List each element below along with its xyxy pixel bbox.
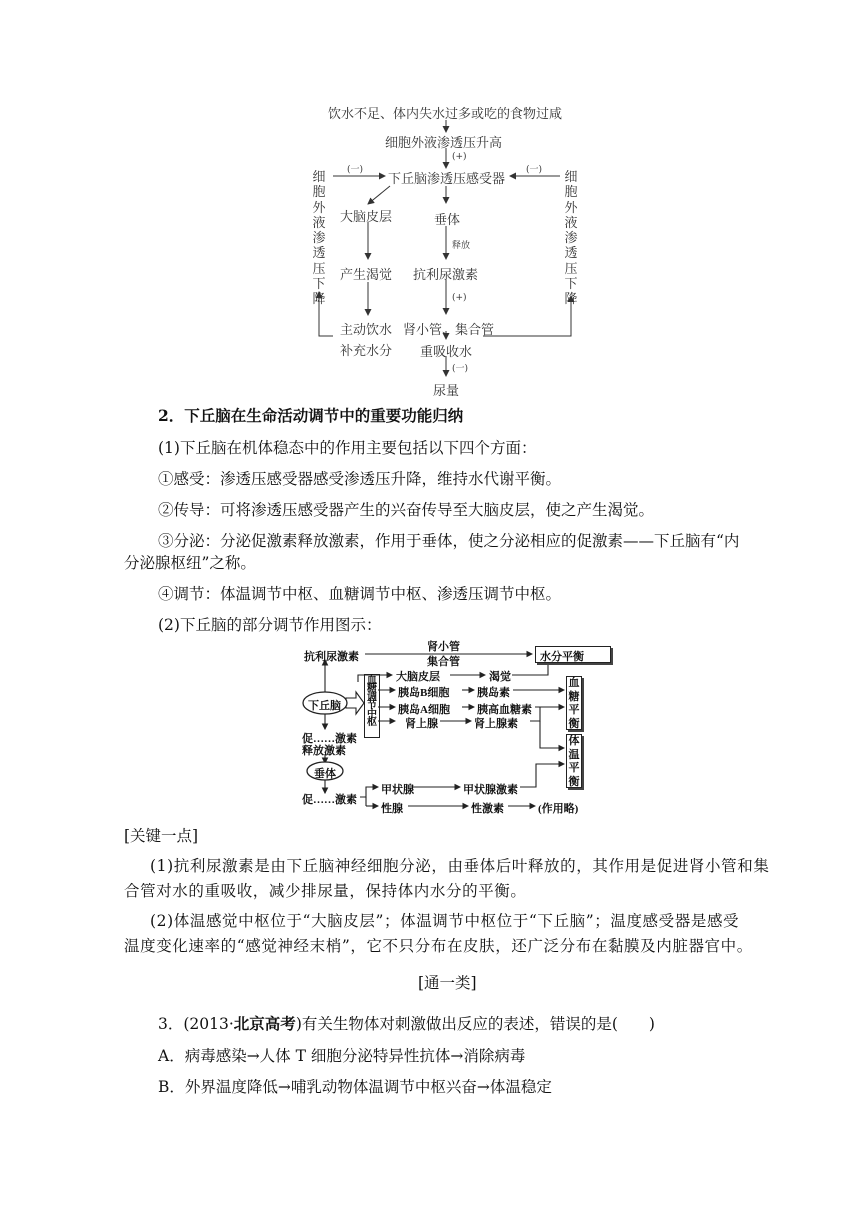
- d2-glucose-balance-box: [566, 676, 582, 730]
- d1-top: 饮水不足、体内失水过多或吃的食物过咸: [328, 107, 563, 122]
- paragraph-5: ④调节：体温调节中枢、血糖调节中枢、渗透压调节中枢。: [158, 585, 562, 603]
- key-point-2b: 温度变化速率的“感觉神经末梢”，它不只分布在皮肤，还广泛分布在黏膜及内脏器官中。: [124, 937, 753, 955]
- d2-glucose-balance: 血糖平衡: [568, 677, 580, 730]
- d2-adrenaline: 肾上腺素: [474, 718, 518, 730]
- d2-temp-balance-box: [566, 734, 582, 788]
- question-3-source: 北京高考: [233, 1014, 296, 1033]
- key-point-1b: 合管对水的重吸收，减少排尿量，保持体内水分的平衡。: [124, 882, 527, 900]
- d2-cortex: 大脑皮层: [396, 671, 440, 683]
- paragraph-6: (2)下丘脑的部分调节作用图示：: [158, 616, 382, 634]
- d2-promote1b: 释放激素: [302, 745, 346, 757]
- d2-kidney1: 肾小管: [427, 641, 460, 653]
- d1-minus-left: (一): [347, 165, 364, 175]
- d2-thyroxine: 甲状腺激素: [463, 784, 518, 796]
- d2-insulin: 胰岛素: [477, 687, 510, 699]
- d2-sex-hormone: 性激素: [471, 803, 504, 815]
- d2-pituitary: 垂体: [314, 768, 336, 780]
- option-b: B．外界温度降低→哺乳动物体温调节中枢兴奋→体温稳定: [158, 1078, 552, 1096]
- d1-drink2: 补充水分: [340, 344, 393, 359]
- d1-plus2: (+): [452, 293, 467, 303]
- d2-hypothalamus: 下丘脑: [308, 700, 341, 712]
- d1-left-vertical: 细胞外液渗透压下降: [312, 170, 326, 308]
- d1-thirst: 产生渴觉: [340, 268, 393, 283]
- question-3: [158, 1014, 655, 1034]
- d2-thirst: 渴觉: [489, 671, 511, 683]
- section2-title: 2．下丘脑在生命活动调节中的重要功能归纳: [158, 406, 464, 425]
- question-3-number: 3．(2013·: [158, 1015, 234, 1033]
- paragraph-1: (1)下丘脑在机体稳态中的作用主要包括以下四个方面：: [158, 439, 537, 457]
- d2-promote2: 促……激素: [302, 794, 357, 806]
- d2-adrenal: 肾上腺: [405, 718, 438, 730]
- d2-gonad: 性腺: [381, 803, 403, 815]
- d2-kidney2: 集合管: [427, 656, 460, 668]
- d2-promote1a: 促……激素: [302, 733, 357, 745]
- d2-glucagon: 胰高血糖素: [477, 704, 532, 716]
- d1-release: 释放: [452, 241, 471, 251]
- paragraph-3: ②传导：可将渗透压感受器产生的兴奋传导至大脑皮层，使之产生渴觉。: [158, 501, 655, 519]
- d1-urine: 尿量: [433, 384, 460, 399]
- key-point-1a: (1)抗利尿激素是由下丘脑神经细胞分泌，由垂体后叶释放的，其作用是促进肾小管和集: [150, 857, 770, 875]
- d2-adh: 抗利尿激素: [304, 651, 359, 663]
- d1-reabsorb: 重吸收水: [420, 345, 473, 360]
- d1-right-vertical: 细胞外液渗透压下降: [564, 170, 578, 308]
- d1-pituitary: 垂体: [434, 213, 461, 228]
- d1-minus3: (一): [452, 364, 469, 374]
- question-3-text: )有关生物体对刺激做出反应的表述，错误的是( ): [295, 1015, 655, 1033]
- d2-beta: 胰岛B细胞: [398, 687, 450, 699]
- d2-center-box: [364, 674, 380, 738]
- d2-temp-balance: 体温平衡: [568, 735, 580, 788]
- key-point-2a: (2)体温感觉中枢位于“大脑皮层”；体温调节中枢位于“下丘脑”；温度感受器是感受: [150, 912, 740, 930]
- d1-adh: 抗利尿激素: [413, 268, 479, 283]
- d2-center: 血糖调节中枢: [367, 675, 377, 729]
- d1-cortex: 大脑皮层: [340, 210, 393, 225]
- d2-thyroid: 甲状腺: [381, 784, 414, 796]
- d1-rise: 细胞外液渗透压升高: [385, 136, 503, 151]
- option-a: A．病毒感染→人体 T 细胞分泌特异性抗体→消除病毒: [158, 1047, 526, 1065]
- d1-kidney: 肾小管、集合管: [403, 323, 495, 338]
- paragraph-4a: ③分泌：分泌促激素释放激素，作用于垂体，使之分泌相应的促激素——下丘脑有“内: [158, 532, 740, 550]
- d1-plus1: (+): [452, 152, 467, 162]
- d2-alpha: 胰岛A细胞: [398, 704, 450, 716]
- d2-effect-omitted: (作用略): [538, 803, 579, 815]
- d1-drink1: 主动饮水: [340, 323, 393, 338]
- d1-receptor: 下丘脑渗透压感受器: [388, 172, 506, 187]
- tong-title: [通一类]: [418, 974, 477, 992]
- paragraph-2: ①感受：渗透压感受器感受渗透压升降，维持水代谢平衡。: [158, 470, 562, 488]
- d2-water-balance-box: [535, 646, 611, 663]
- d1-minus-right: (一): [526, 165, 543, 175]
- paragraph-4b: 分泌腺枢纽”之称。: [124, 554, 256, 572]
- key-title: [关键一点]: [124, 827, 199, 845]
- d2-water-balance: 水分平衡: [540, 651, 584, 663]
